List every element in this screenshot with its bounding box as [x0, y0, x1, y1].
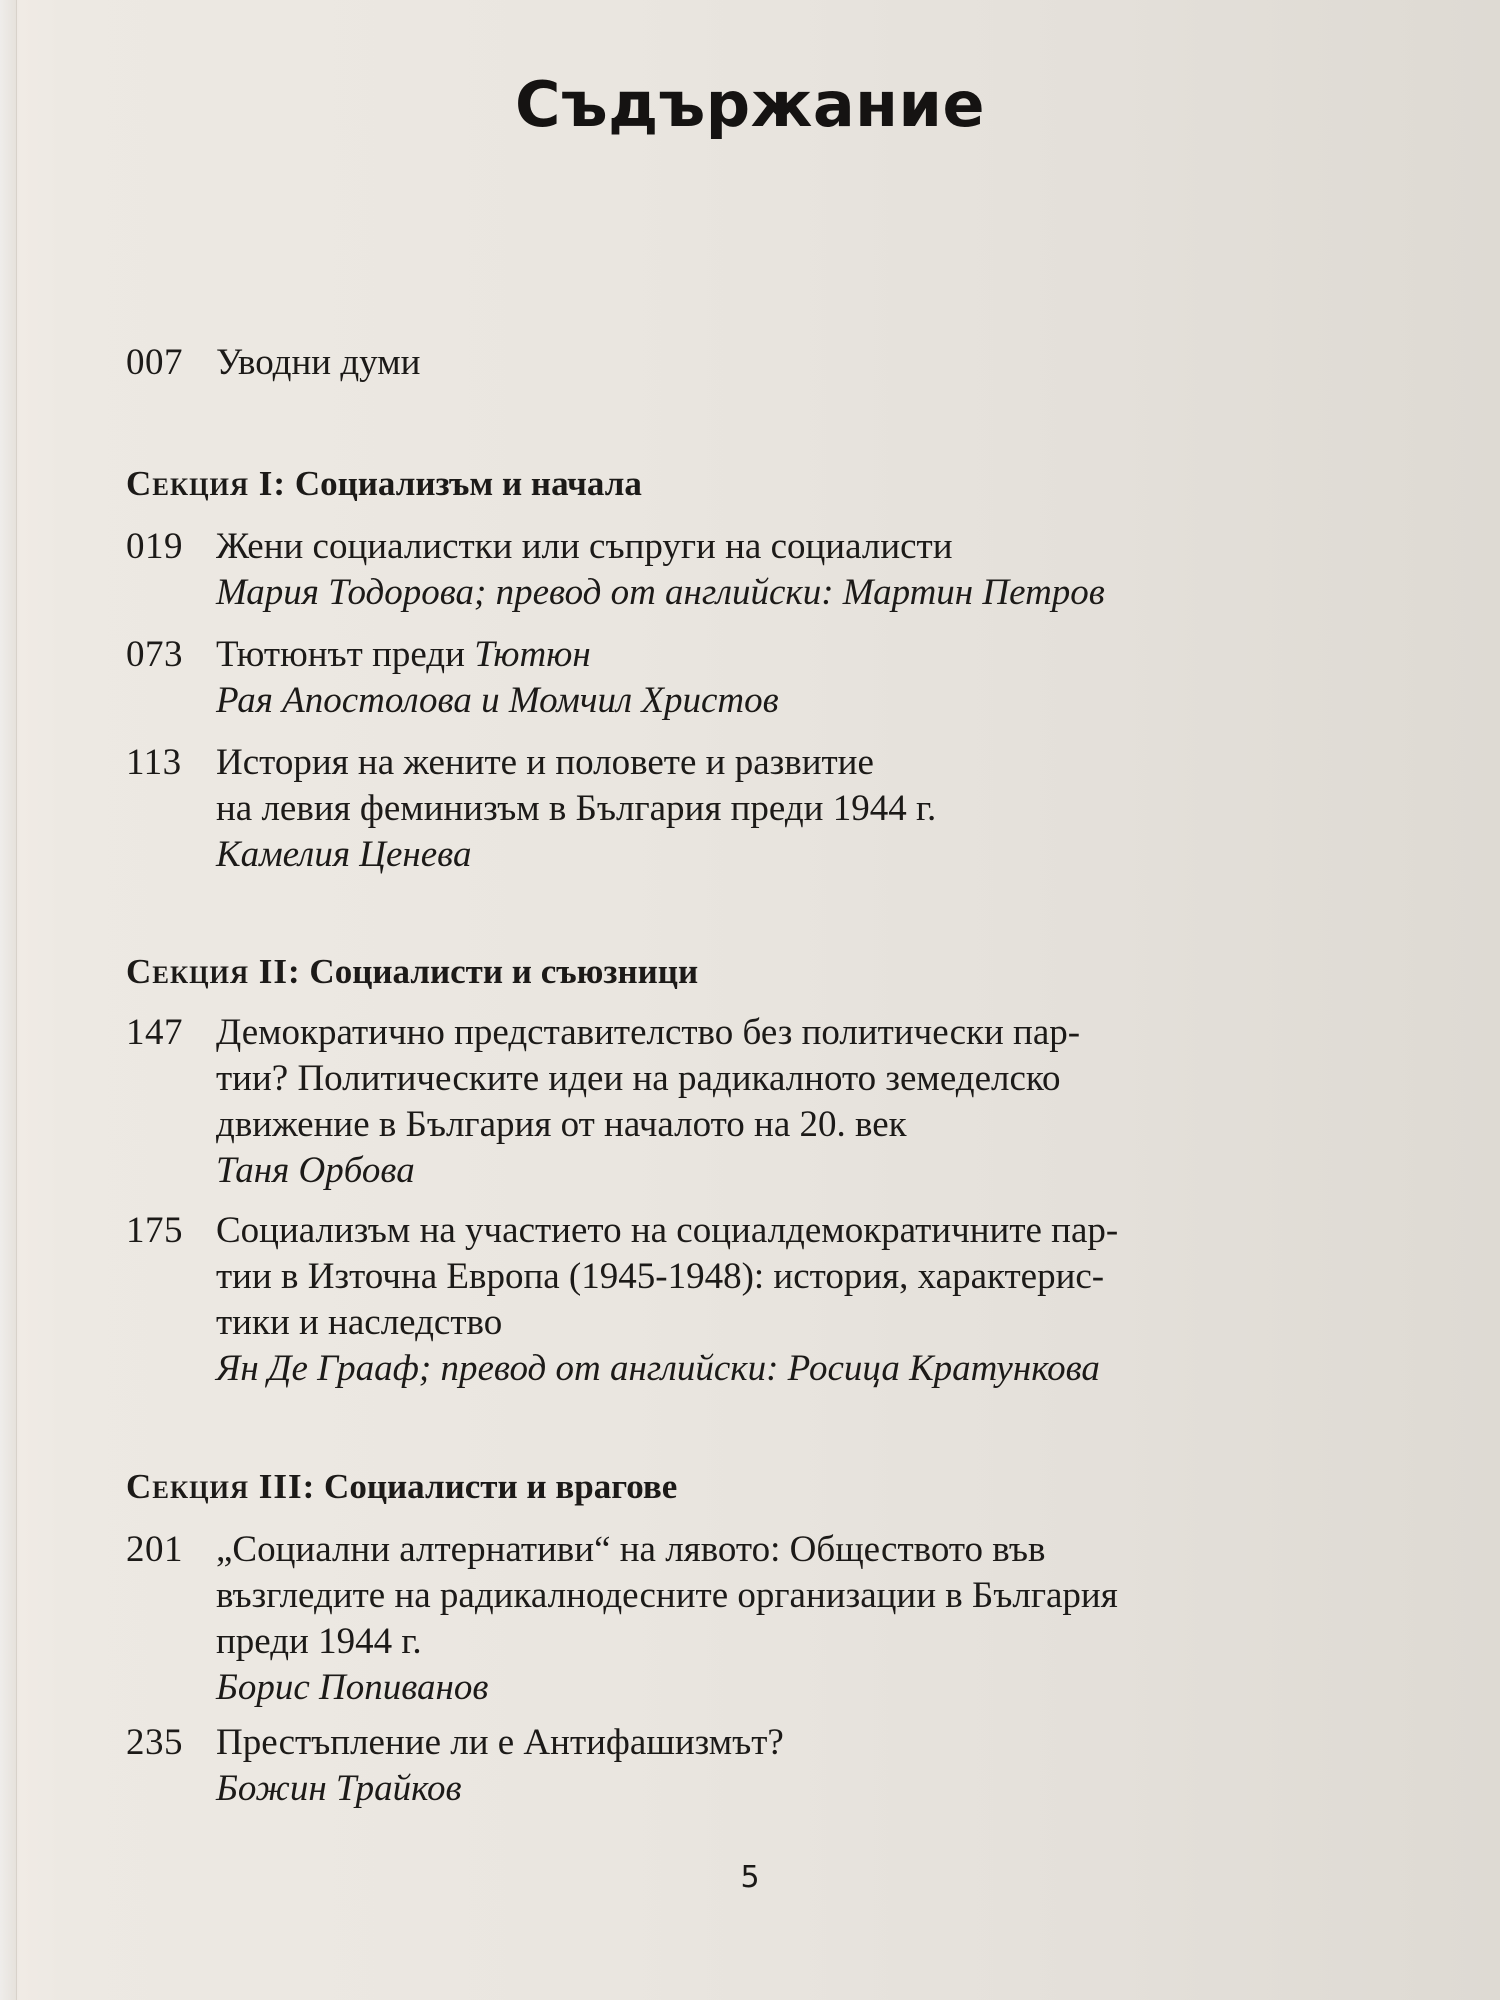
entry-title-line: на левия феминизъм в България преди 1944 г. [216, 788, 937, 829]
entry-title-line: История на жените и половете и развитие [216, 742, 874, 783]
entry-title-line: тии? Политическите идеи на радикалното земеделско [216, 1058, 1061, 1099]
entry-author: Божин Трайков [216, 1768, 462, 1809]
entry-page-number: 073 [126, 634, 183, 675]
entry-title-line: Демократично представителство без политически пар- [216, 1012, 1081, 1053]
entry-page-number: 019 [126, 526, 183, 567]
section-heading-2 [126, 950, 698, 994]
page-title: Съдържание [515, 68, 985, 141]
entry-title [216, 632, 1376, 678]
entry-title: Жени социалистки или съпруги на социалисти [216, 526, 953, 567]
page-gutter [0, 0, 17, 2000]
entry-title-line: тики и наследство [216, 1302, 503, 1343]
entry-author: Мария Тодорова; превод от английски: Мартин Петров [216, 572, 1105, 613]
entry-page-number: 235 [126, 1722, 183, 1763]
entry-author: Таня Орбова [216, 1150, 415, 1191]
entry-title-line: възгледите на радикалнодесните организации в България [216, 1575, 1118, 1616]
entry-title-text: Тютюнът преди [216, 634, 475, 675]
entry-page-number: 007 [126, 342, 183, 383]
section-label: Секция III: [126, 1467, 316, 1506]
entry-title-line: движение в България от началото на 20. век [216, 1104, 907, 1145]
entry-page-number: 113 [126, 742, 182, 783]
entry-page-number: 201 [126, 1529, 183, 1570]
entry-author: Камелия Ценева [216, 834, 472, 875]
entry-title-line: тии в Източна Европа (1945-1948): история, характерис- [216, 1256, 1105, 1297]
section-title: Социализъм и начала [294, 464, 642, 503]
entry-page-number: 175 [126, 1210, 183, 1251]
section-label: Секция I: [126, 464, 287, 503]
section-heading-3 [126, 1465, 677, 1509]
entry-title-line: преди 1944 г. [216, 1621, 422, 1662]
section-title: Социалисти и съюзници [309, 952, 699, 991]
entry-title-line: Престъпление ли е Антифашизмът? [216, 1722, 784, 1763]
entry-author: Борис Попиванов [216, 1667, 489, 1708]
entry-title-line: „Социални алтернативи“ на лявото: Обществото във [216, 1529, 1046, 1570]
entry-author: Ян Де Грааф; превод от английски: Росица Кратункова [216, 1348, 1100, 1389]
entry-title: Уводни думи [216, 342, 421, 383]
entry-title-italic: Тютюн [474, 634, 591, 675]
section-label: Секция II: [126, 952, 301, 991]
entry-title-line: Социализъм на участието на социалдемократичните пар- [216, 1210, 1119, 1251]
entry-page-number: 147 [126, 1012, 183, 1053]
section-heading-1 [126, 462, 642, 506]
section-title: Социалисти и врагове [324, 1467, 678, 1506]
entry-author: Рая Апостолова и Момчил Христов [216, 680, 779, 721]
page-number: 5 [740, 1860, 760, 1895]
